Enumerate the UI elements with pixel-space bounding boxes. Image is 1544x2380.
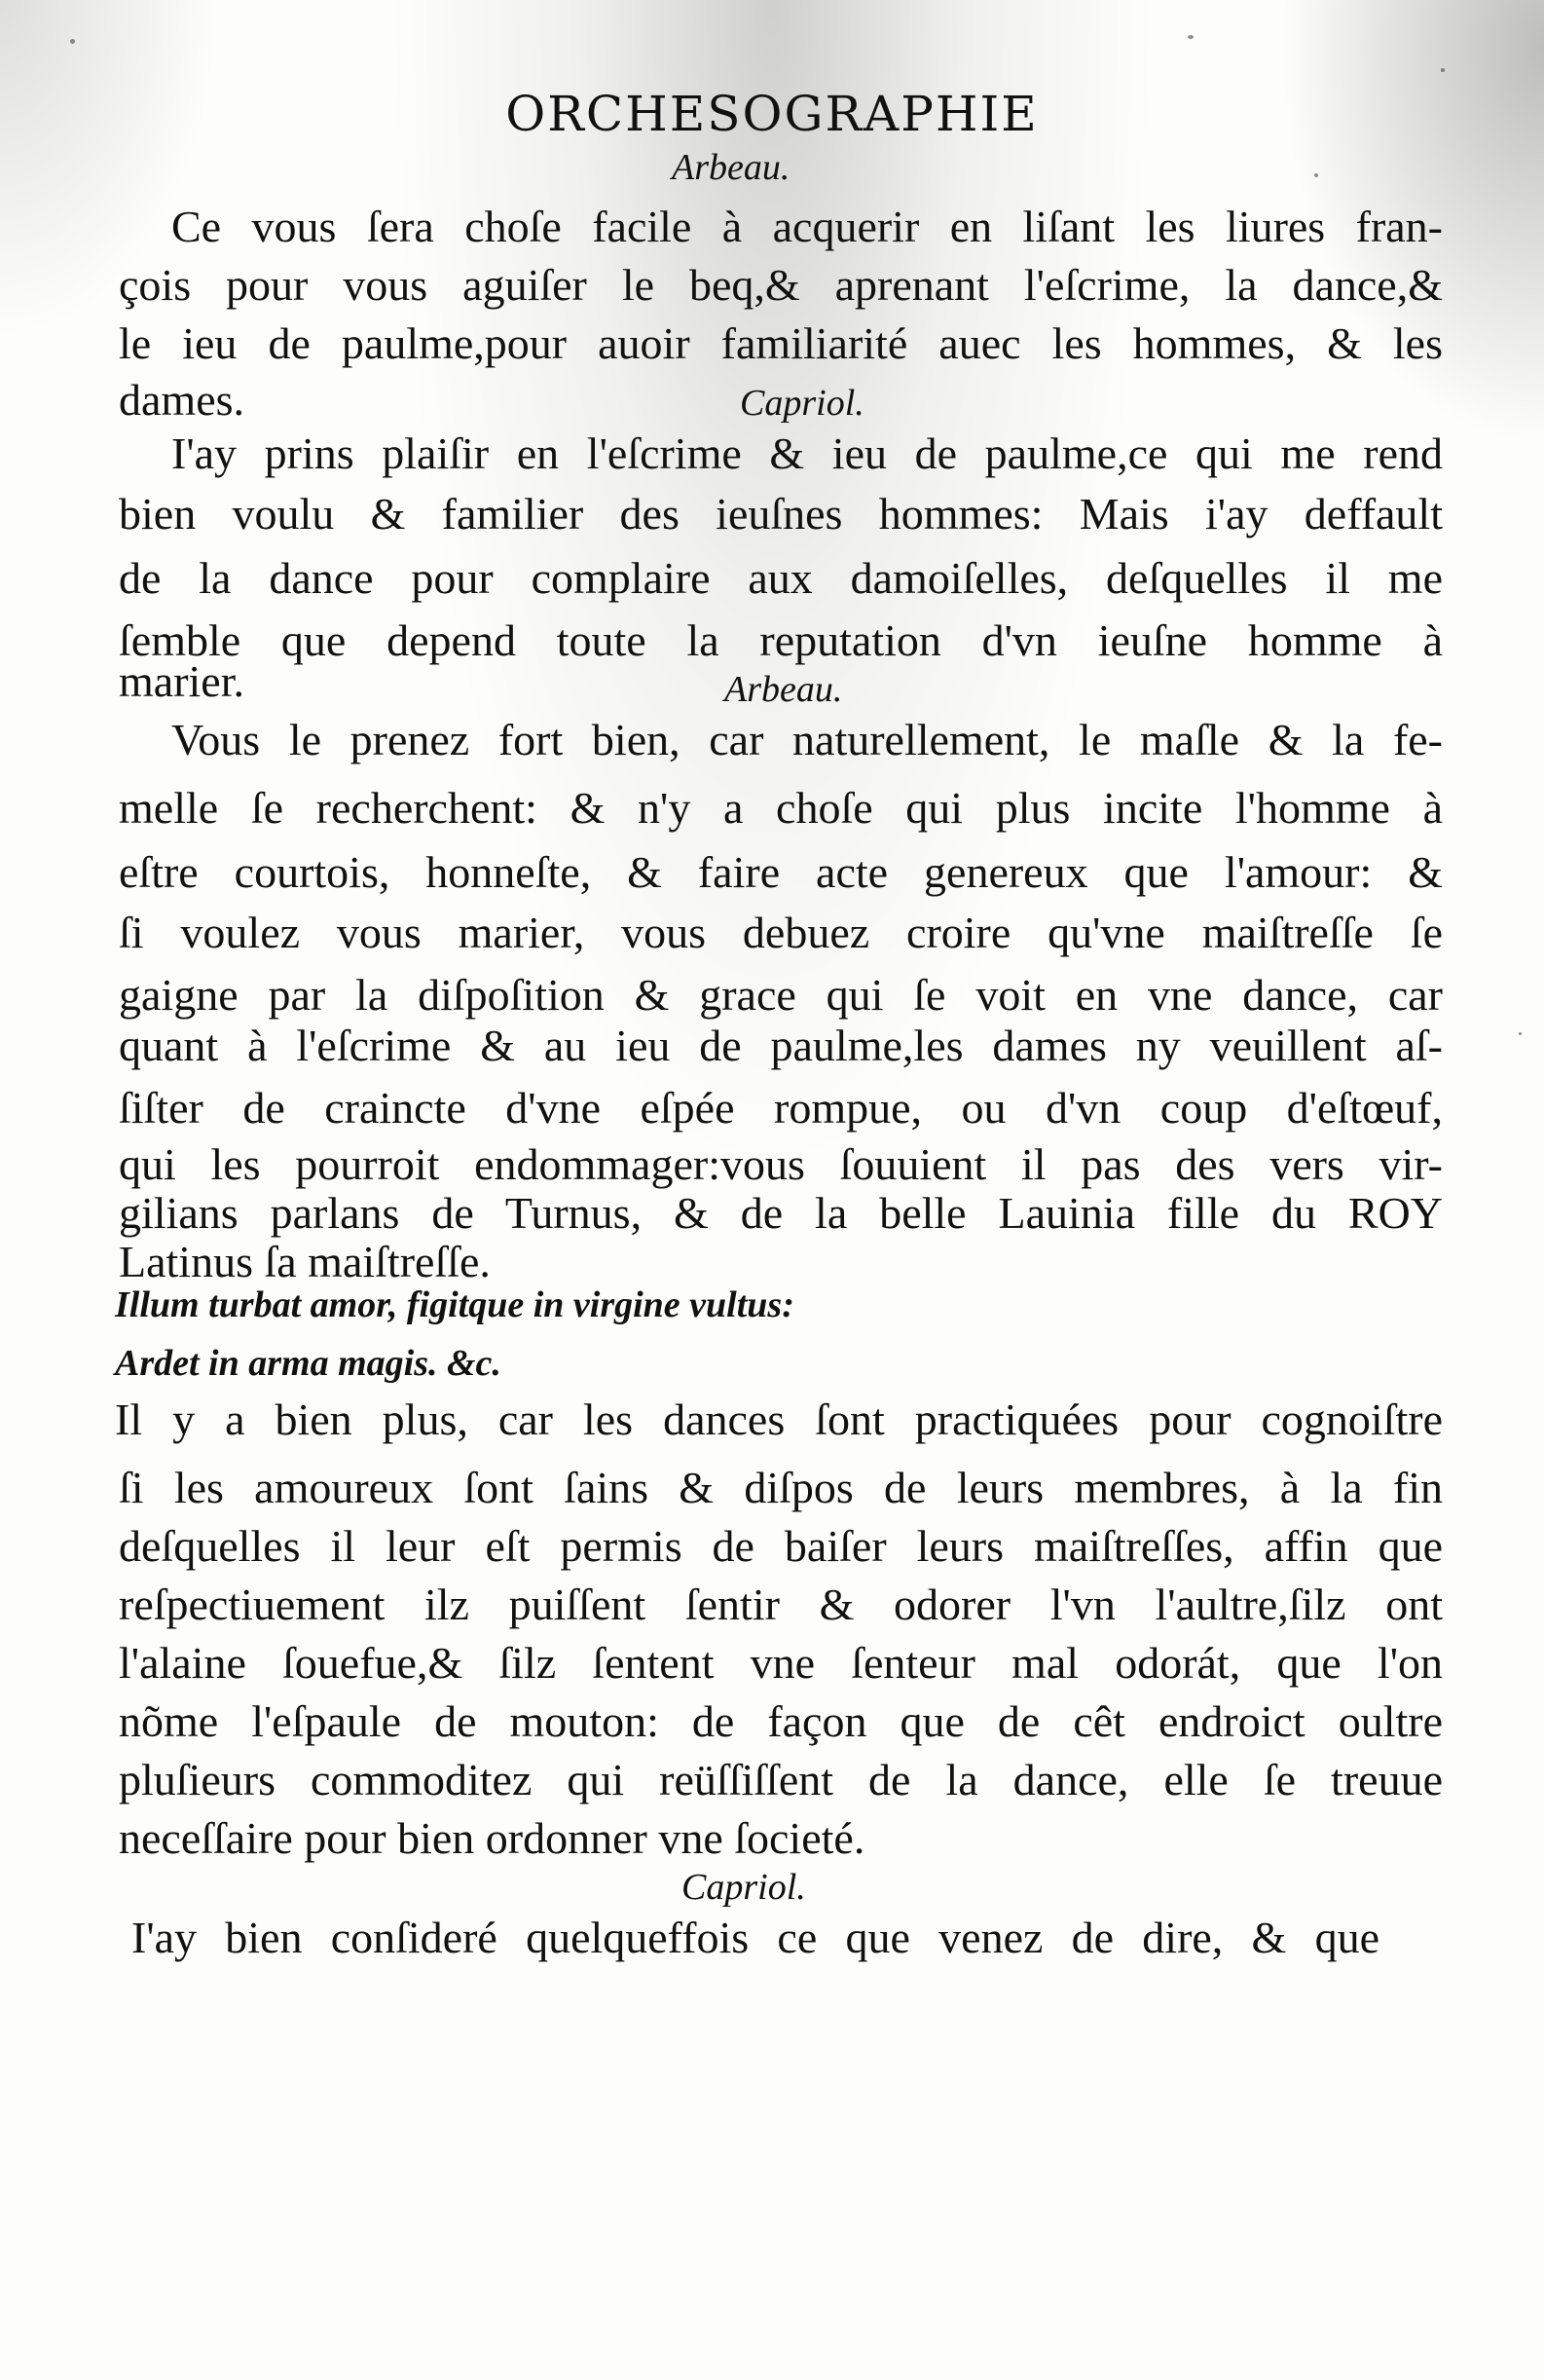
text-line: qui les pourroit endommager:vous ſouuient il pas des vers vir- <box>119 1139 1443 1189</box>
text-line: Ce vous ſera choſe facile à acquerir en liſant les liures fran- <box>171 202 1443 251</box>
speaker-label: Capriol. <box>740 383 864 424</box>
text-line: Latinus ſa maiſtreſſe. <box>119 1237 491 1286</box>
text-line: Vous le prenez fort bien, car naturellement, le maſle & la fe- <box>171 715 1443 764</box>
text-line: Il y a bien plus, car les dances ſont practiquées pour cognoiſtre <box>115 1395 1443 1444</box>
text-line: neceſſaire pour bien ordonner vne ſocieté. <box>119 1813 865 1863</box>
text-line: de la dance pour complaire aux damoiſelles, deſquelles il me <box>119 553 1443 603</box>
scan-speck <box>1519 1032 1522 1035</box>
text-line: l'alaine ſouefue,& ſilz ſentent vne ſenteur mal odorát, que l'on <box>119 1638 1443 1688</box>
text-line: deſquelles il leur eſt permis de baiſer leurs maiſtreſſes, affin que <box>119 1521 1443 1571</box>
text-line: çois pour vous aguiſer le beq,& aprenant l'eſcrime, la dance,& <box>119 260 1443 310</box>
text-line: I'ay bien conſideré quelqueffois ce que venez de dire, & que <box>131 1913 1379 1962</box>
text-line: le ieu de paulme,pour auoir familiarité auec les hommes, & les <box>119 318 1443 368</box>
speaker-label: Capriol. <box>681 1867 806 1908</box>
text-line: ſiſter de craincte d'vne eſpée rompue, ou d'vn coup d'eſtœuf, <box>119 1083 1443 1133</box>
text-line: gilians parlans de Turnus, & de la belle Lauinia fille du ROY <box>119 1188 1443 1238</box>
speaker-label: Arbeau. <box>672 147 790 188</box>
scan-speck <box>1188 35 1194 39</box>
text-line: ſemble que depend toute la reputation d'vn ieuſne homme à <box>119 615 1443 665</box>
latin-quote-line: Ardet in arma magis. &c. <box>115 1343 501 1384</box>
text-line: gaigne par la diſpoſition & grace qui ſe voit en vne dance, car <box>119 970 1443 1020</box>
scan-speck <box>1314 173 1318 177</box>
text-line: reſpectiuement ilz puiſſent ſentir & odorer l'vn l'aultre,ſilz ont <box>119 1580 1443 1629</box>
text-line: dames. <box>119 375 245 425</box>
text-line: pluſieurs commoditez qui reüſſiſſent de la dance, elle ſe treuue <box>119 1755 1443 1804</box>
scan-speck <box>1441 68 1445 72</box>
latin-quote-line: Illum turbat amor, figitque in virgine vultus: <box>115 1284 794 1325</box>
scan-speck <box>70 39 75 44</box>
text-line: nõme l'eſpaule de mouton: de façon que de cêt endroict oultre <box>119 1696 1443 1746</box>
page-title: ORCHESOGRAPHIE <box>505 86 1039 142</box>
text-line: bien voulu & familier des ieuſnes hommes: Mais i'ay deffault <box>119 489 1443 539</box>
text-line: melle ſe recherchent: & n'y a choſe qui plus incite l'homme à <box>119 783 1443 833</box>
speaker-label: Arbeau. <box>724 669 843 710</box>
text-line: ſi les amoureux ſont ſains & diſpos de leurs membres, à la fin <box>119 1463 1443 1512</box>
text-line: I'ay prins plaiſir en l'eſcrime & ieu de paulme,ce qui me rend <box>171 428 1443 478</box>
text-line: eſtre courtois, honneſte, & faire acte genereux que l'amour: & <box>119 847 1443 897</box>
text-line: ſi voulez vous marier, vous debuez croire qu'vne maiſtreſſe ſe <box>119 908 1443 957</box>
text-line: quant à l'eſcrime & au ieu de paulme,les dames ny veuillent aſ- <box>119 1021 1443 1070</box>
text-line: marier. <box>119 656 244 706</box>
